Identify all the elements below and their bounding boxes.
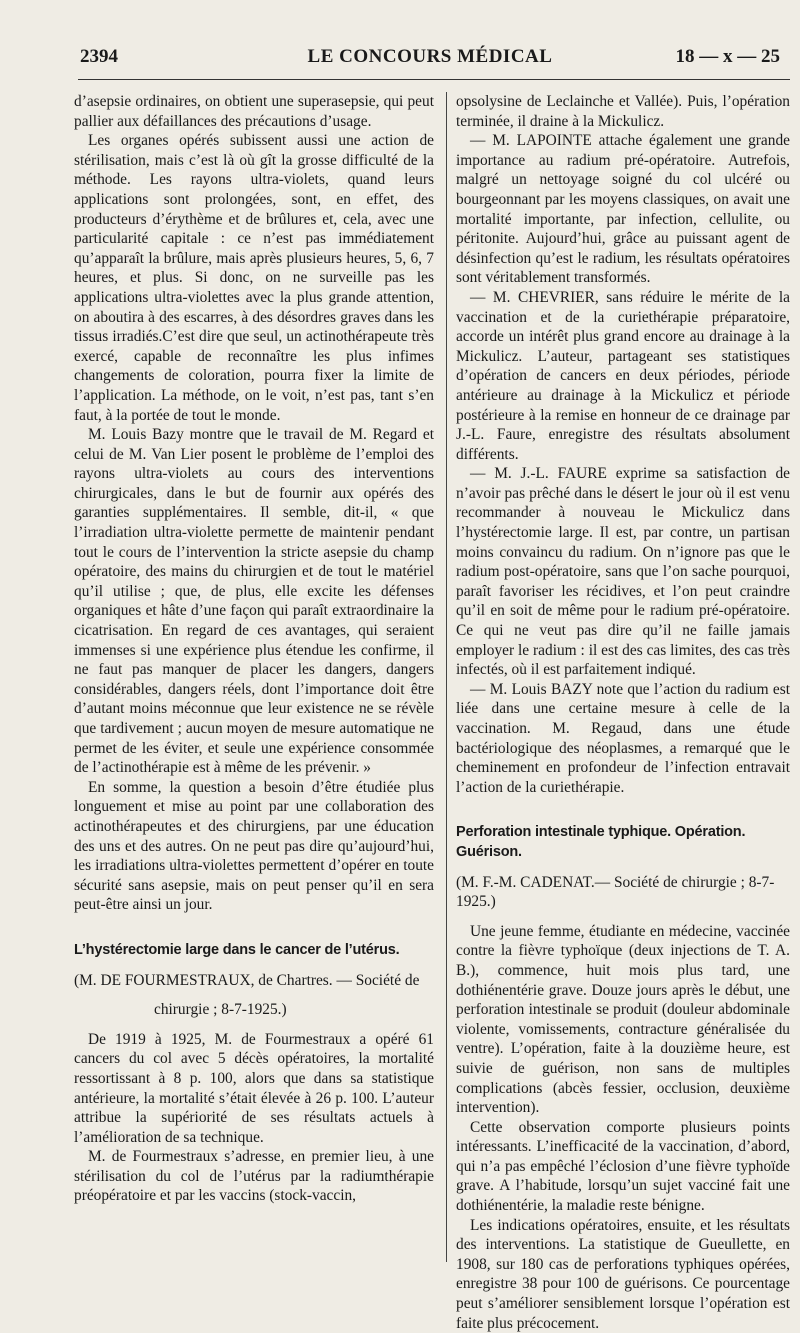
paragraph: d’asepsie ordinaires, on obtient une superasepsie, qui peut pallier aux défaillances des précautions d’usage. <box>74 93 434 130</box>
paragraph: De 1919 à 1925, M. de Fourmestraux a opéré 61 cancers du col avec 5 décès opératoires, la mortalité ressortissant à 8 p. 100, alors que dans sa statistique antérieure, la mortalité s’était élevée à 26 p. 100. L’auteur attribue la supériorité de ses résultats actuels à l’amélioration de sa technique. <box>74 1030 434 1146</box>
paragraph: M. de Fourmestraux s’adresse, en premier lieu, à une stérilisation du col de l’utérus par la radiumthérapie préopératoire et par les vaccins (stock-vaccin, <box>74 1148 434 1205</box>
paragraph: Cette observation comporte plusieurs points intéressants. L’inefficacité de la vaccination, d’abord, qui n’a pas empêché l’éclosion d’une fièvre typhoïde grave. A l’habitude, lorsqu’un sujet vacciné fait une dothiénentérie, la maladie reste bénigne. <box>456 1118 790 1215</box>
article-source: (M. F.-M. CADENAT.— Société de chirurgie ; 8-7-1925.) <box>456 873 775 911</box>
article-heading: L’hystérectomie large dans le cancer de l’utérus. <box>74 941 400 958</box>
paragraph: — M. LAPOINTE attache également une grande importance au radium pré-opératoire. Autrefois, malgré un nettoyage soigné du col ulcéré ou bourgeonnant par les moyens classiques, on avait une mortalité importante, par infection, cellulite, ou péritonite. Aujourd’hui, grâce au puissant agent de désinfection qu’est le radium, les résultats opératoires sont véritablement transformés. <box>456 132 790 287</box>
paragraph: opsolysine de Leclainche et Vallée). Puis, l’opération terminée, il draine à la Mickulicz. <box>456 93 790 130</box>
page-number: 2394 <box>80 46 118 67</box>
journal-title: LE CONCOURS MÉDICAL <box>307 46 553 67</box>
article-source: (M. DE FOURMESTRAUX, de Chartres. — Société de <box>74 971 420 989</box>
header-rule <box>78 79 790 80</box>
paragraph: — M. Louis BAZY note que l’action du radium est liée dans une certaine mesure à celle de la vaccination. M. Regaud, dans une étude bactériologique des néoplasmes, a remarqué que le cheminement en profondeur de l’infection entravait l’action de la curiethérapie. <box>456 680 790 796</box>
paragraph: — M. J.-L. FAURE exprime sa satisfaction de n’avoir pas prêché dans le désert le jour où il est venu recommander à nouveau le Mickulicz dans l’hystérectomie large. Il est, par contre, un partisan moins convaincu du radium. On n’ignore pas que le radium post-opératoire, sans que l’on sache pourquoi, paraît favoriser les récidives, et l’on peut craindre qu’il en soit de même pour le radium pré-opératoire. Ce qui ne veut pas dire qu’il ne faille jamais employer le radium : il est des cas limites, des cas très infectés, où il est parfaitement indiqué. <box>456 465 790 679</box>
paragraph: — M. CHEVRIER, sans réduire le mérite de la vaccination et de la curiethérapie préparatoire, accorde un intérêt plus grand encore au drainage à la Mickulicz. L’auteur, partageant ses statistiques d’opération de cancers en deux périodes, période antérieure au drainage à la Mickulicz et période postérieure à la remise en honneur de ce drainage par J.-L. Faure, enregistre des résultats absolument différents. <box>456 288 790 463</box>
paragraph: Les indications opératoires, ensuite, et les résultats des interventions. La statistique de Gueullette, en 1908, sur 180 cas de perforations typhiques opérées, enregistre 38 pour 100 de guérisons. Ce pourcentage peut s’améliorer sensiblement lorsque l’opération est faite plus précocement. <box>456 1216 790 1332</box>
left-column <box>74 92 434 1206</box>
page-header <box>80 46 780 74</box>
right-column <box>456 92 790 1333</box>
article-heading: Perforation intestinale typhique. Opération. Guérison. <box>456 824 746 860</box>
issue-date: 18 — x — 25 <box>675 46 780 67</box>
paragraph: Une jeune femme, étudiante en médecine, vaccinée contre la fièvre typhoïque (deux injections de T. A. B.), commence, huit mois plus tard, une dothiénentérie grave. Douze jours après le début, une perforation intestinale se produit (douleur abdominale violente, vomissements, contracture généralisée du ventre). L’opération, faite à la douzième heure, est suivie de guérison, non sans de multiples complications (abcès fessier, occlusion, deuxième intervention). <box>456 922 790 1117</box>
column-divider <box>446 92 447 1262</box>
paragraph: Les organes opérés subissent aussi une action de stérilisation, mais c’est là où gît la grosse difficulté de la méthode. Les rayons ultra-violets, quand leurs applications sont prolongées, sont, en effet, des producteurs d’érythème et de brûlures et, cela, avec une particularité capitale : ce n’est pas immédiatement qu’apparaît la brûlure, mais après plusieurs heures, 5, 6, 7 heures, et plus. Si donc, on ne surveille pas les applications ultra-violettes avec la plus grande attention, on aboutira à des escarres, à des désordres graves dans les tissus irradiés.C’est dire que seul, un actinothérapeute très exercé, capable de reconnaître les plus infimes changements de coloration, pourra fixer la limite de l’application. La méthode, on le voit, n’est pas, tant s’en faut, à la portée de tout le monde. <box>74 132 434 424</box>
paragraph: M. Louis Bazy montre que le travail de M. Regard et celui de M. Van Lier posent le problème de l’emploi des rayons ultra-violets au cours des interventions chirurgicales, dans le but de fournir aux opérés des garanties supplémentaires. Il semble, dit-il, « que l’irradiation ultra-violette permette de maintenir pendant tout le cours de l’intervention la stricte asepsie du champ opératoire, des mains du chirurgien et de tout le matériel qu’il utilise ; que, de plus, elle excite les défenses organiques et hâte d’une façon qui paraît extraordinaire la cicatrisation. En regard de ces avantages, qui seraient immenses si une expérience plus étendue les confirme, il ne faut pas manquer de placer les dangers, dangers considérables, dangers réels, dont l’importance doit être d’autant moins méconnue que leur existence ne se révèle que tardivement ; aucun moyen de mesure automatique ne permet de les éviter, et seule une expérience consommée de l’actinothérapie est à même de les prévenir. » <box>74 426 434 777</box>
article-source-cont: chirurgie ; 8-7-1925.) <box>154 1001 287 1019</box>
paragraph: En somme, la question a besoin d’être étudiée plus longuement et mise au point par une collaboration des actinothérapeutes et des chirurgiens, par une éducation des uns et des autres. On ne peut pas dire qu’aujourd’hui, les irradiations ultra-violettes permettent d’opérer en toute sécurité sans asepsie, mais on peut penser qu’il en sera peut-être ainsi un jour. <box>74 778 434 914</box>
